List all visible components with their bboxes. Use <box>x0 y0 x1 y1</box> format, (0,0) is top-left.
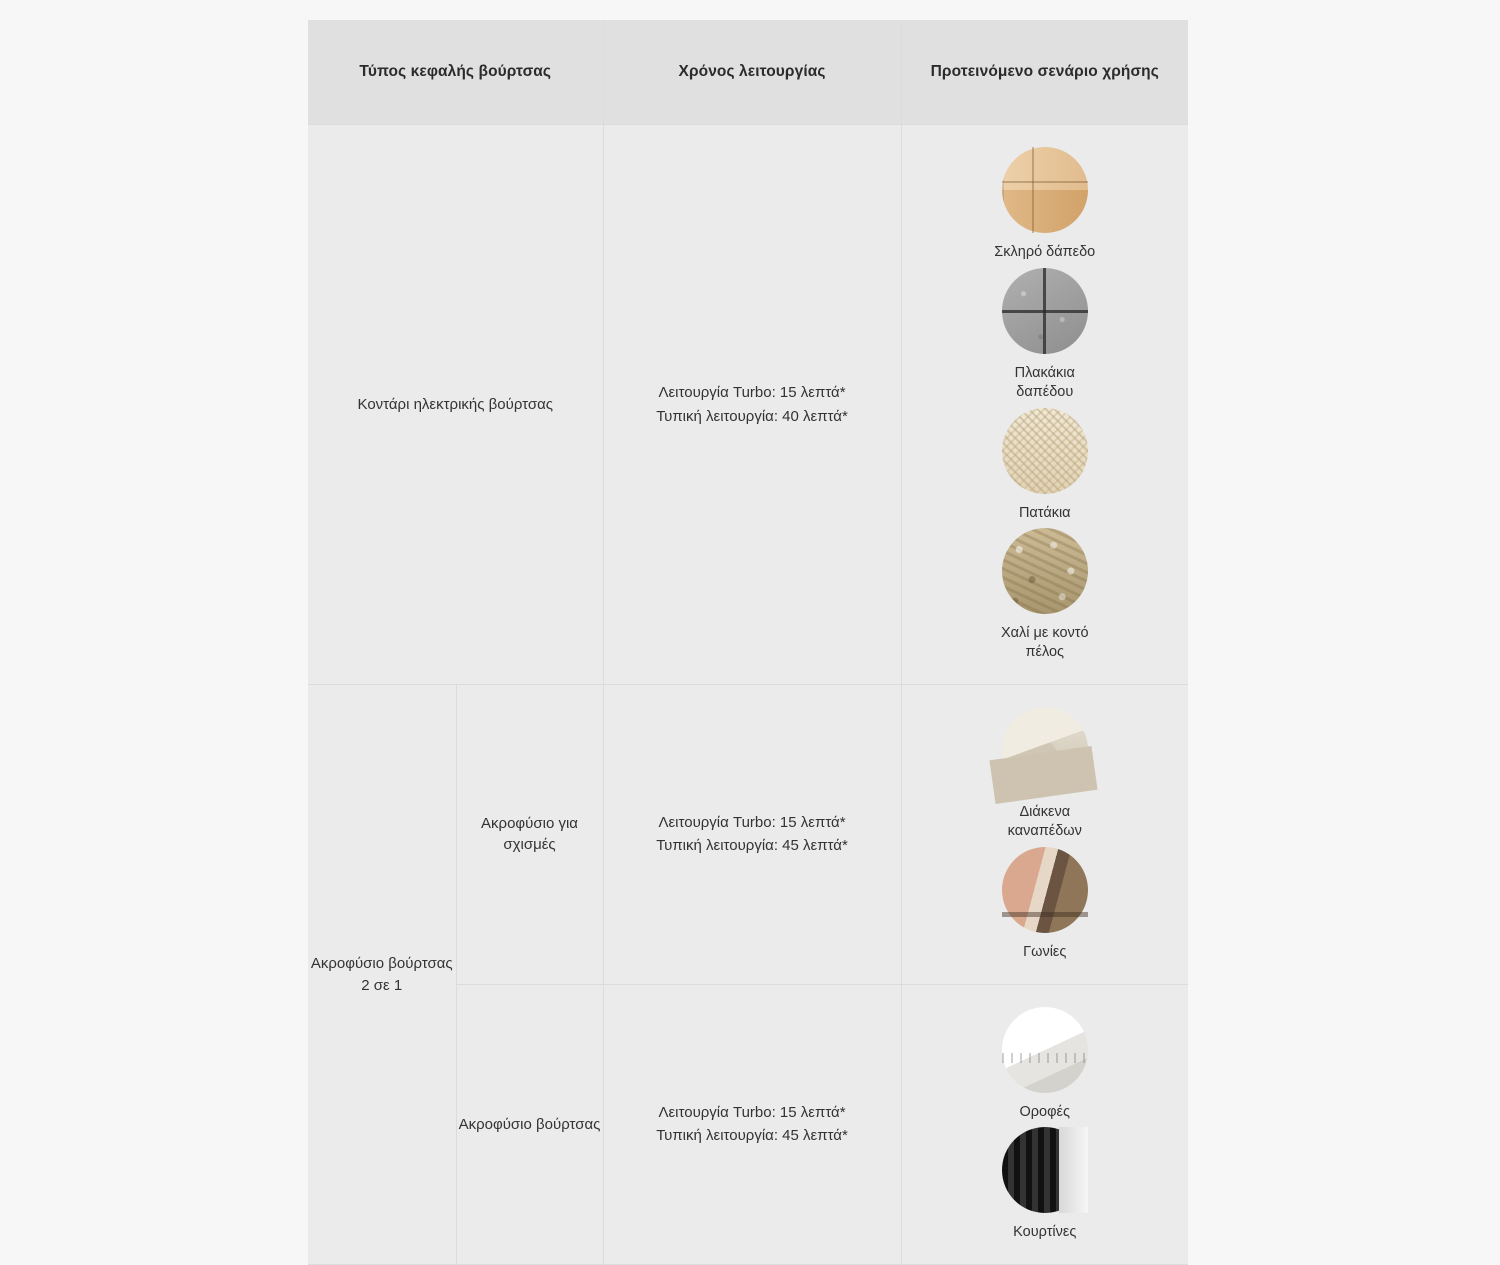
row3-brush-name: Ακροφύσιο βούρτσας <box>456 984 603 1265</box>
scenario-label: Σκληρό δάπεδο <box>994 244 1096 260</box>
scenario-item <box>986 268 1104 402</box>
row2-runtime <box>603 685 901 985</box>
scenario-item <box>986 1127 1104 1242</box>
row1-runtime <box>603 125 901 685</box>
table-header <box>308 20 1188 125</box>
row2-brush-name: Ακροφύσιο για σχισμές <box>456 685 603 985</box>
row1-runtime-standard: Τυπική λειτουργία: 40 λεπτά* <box>656 407 848 425</box>
table-body <box>308 125 1188 1265</box>
short-pile-carpet-icon <box>1002 528 1088 614</box>
scenario-label: Πατάκια <box>1018 504 1071 521</box>
two-in-one-brush-group-name: Ακροφύσιο βούρτσας 2 σε 1 <box>308 685 456 1265</box>
scenario-item <box>986 408 1104 523</box>
row1-scenario-grid <box>902 125 1189 684</box>
hard-floor-icon <box>1002 147 1088 233</box>
row1-brush-name: Κοντάρι ηλεκτρικής βούρτσας <box>308 125 603 685</box>
row2-scenario-grid <box>902 685 1189 984</box>
row2-runtime-turbo: Λειτουργία Turbo: 15 λεπτά* <box>658 814 846 832</box>
header-brush-head-type: Τύπος κεφαλής βούρτσας <box>308 20 603 125</box>
row3-runtime <box>603 984 901 1265</box>
table-row <box>308 685 1188 985</box>
row2-scenarios <box>901 685 1188 985</box>
corner-icon <box>1002 847 1088 933</box>
curtain-icon <box>1002 1127 1088 1213</box>
row3-scenarios <box>901 984 1188 1265</box>
scenario-label: Πλακάκια δαπέδου <box>1014 364 1075 400</box>
scenario-item <box>986 147 1104 262</box>
header-runtime: Χρόνος λειτουργίας <box>603 20 901 125</box>
spec-table-container <box>308 20 1188 1265</box>
floor-tiles-icon <box>1002 268 1088 354</box>
scenario-item <box>986 528 1104 662</box>
table-header-row <box>308 20 1188 125</box>
scenario-label: Οροφές <box>1019 1103 1070 1120</box>
sofa-gap-icon <box>1002 707 1088 793</box>
row3-runtime-standard: Τυπική λειτουργία: 45 λεπτά* <box>656 1127 848 1145</box>
ceiling-icon <box>1002 1007 1088 1093</box>
scenario-label: Χαλί με κοντό πέλος <box>1000 625 1089 661</box>
scenario-item <box>986 847 1104 962</box>
header-usage-scenario: Προτεινόμενο σενάριο χρήσης <box>901 20 1188 125</box>
scenario-item <box>986 707 1104 841</box>
scenario-label: Κουρτίνες <box>1013 1224 1077 1241</box>
brush-head-spec-table <box>308 20 1188 1265</box>
row1-scenarios <box>901 125 1188 685</box>
scenario-label: Διάκενα καναπέδων <box>1007 804 1082 839</box>
door-mat-icon <box>1002 408 1088 494</box>
scenario-item <box>986 1007 1104 1122</box>
row2-runtime-standard: Τυπική λειτουργία: 45 λεπτά* <box>656 837 848 855</box>
table-row <box>308 125 1188 685</box>
row3-scenario-grid <box>902 985 1189 1265</box>
row3-runtime-turbo: Λειτουργία Turbo: 15 λεπτά* <box>658 1104 846 1122</box>
row1-runtime-turbo: Λειτουργία Turbo: 15 λεπτά* <box>658 384 846 402</box>
scenario-label: Γωνίες <box>1023 943 1067 960</box>
